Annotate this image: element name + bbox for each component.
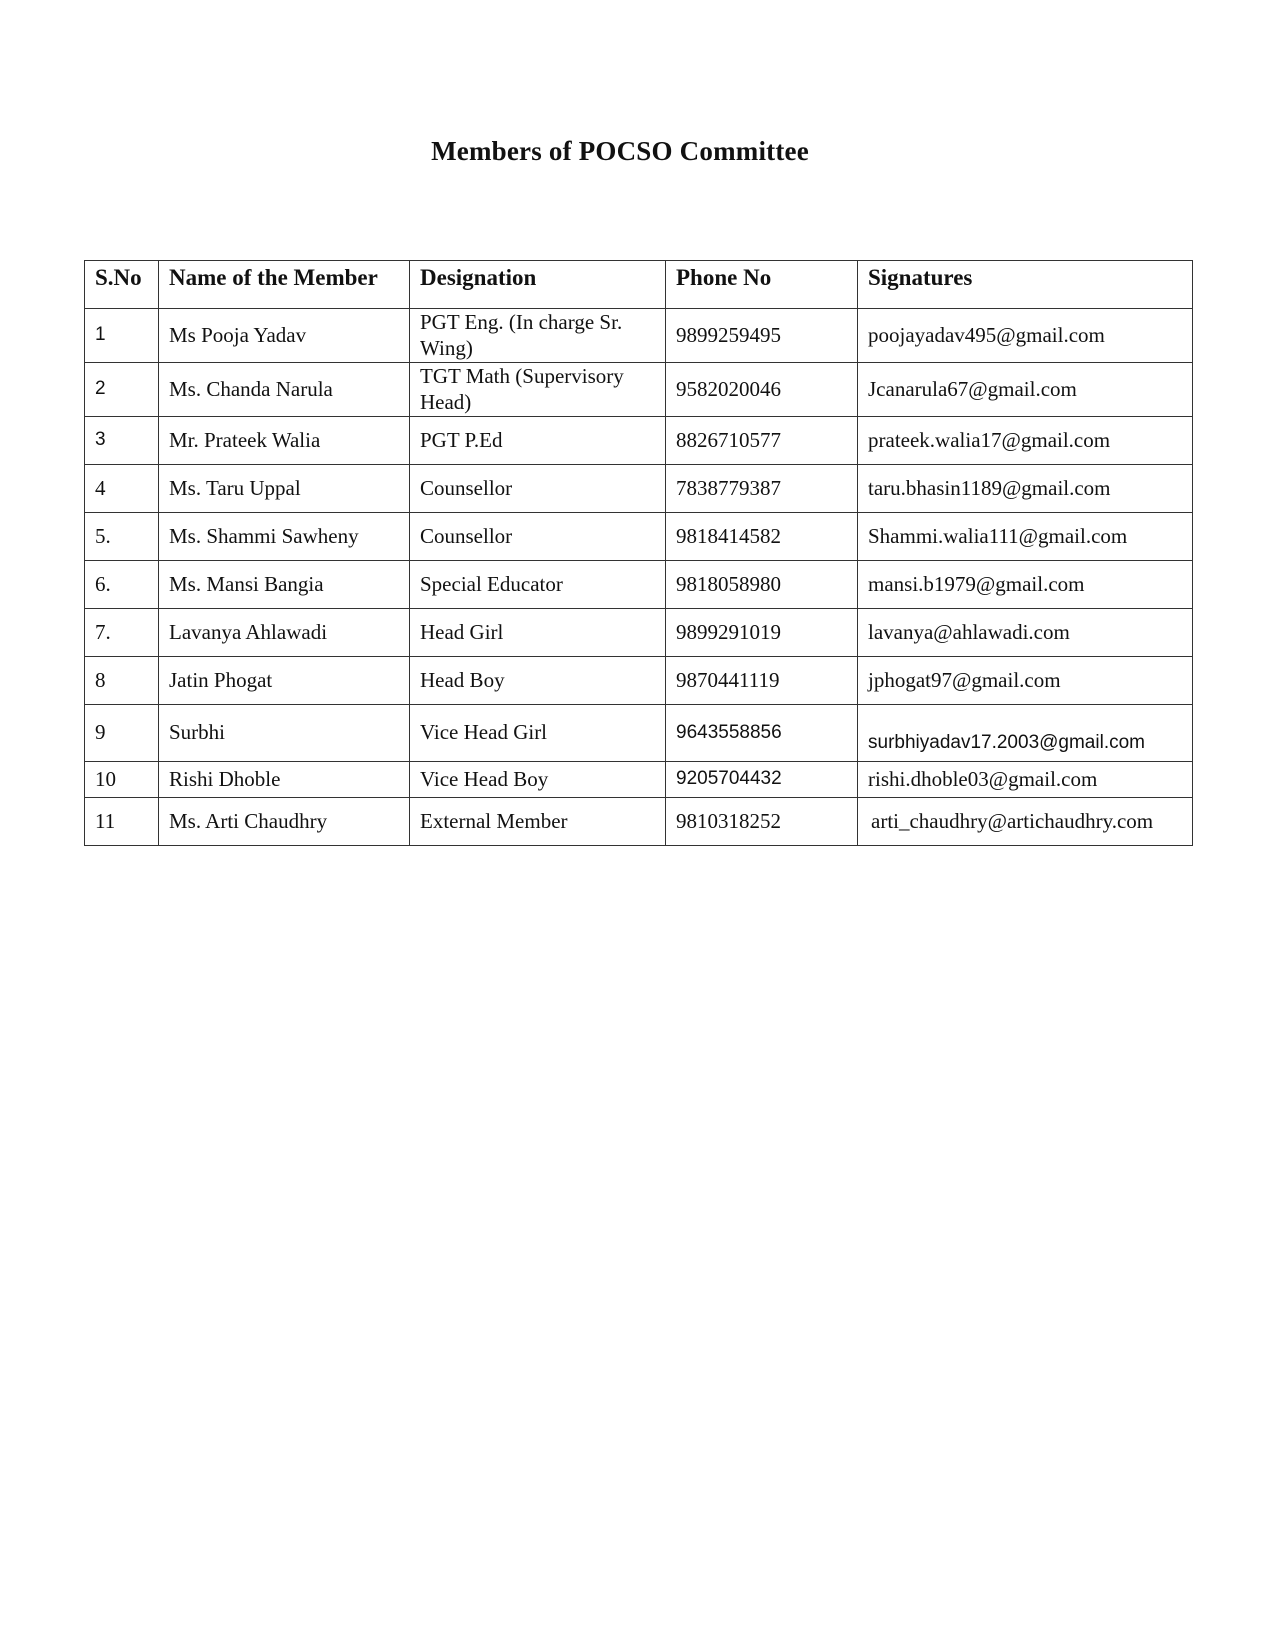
cell-signature: jphogat97@gmail.com [858,657,1193,705]
cell-sno: 4 [85,465,159,513]
cell-name: Jatin Phogat [159,657,410,705]
cell-signature: Shammi.walia111@gmail.com [858,513,1193,561]
cell-signature: surbhiyadav17.2003@gmail.com [858,705,1193,762]
cell-signature: poojayadav495@gmail.com [858,309,1193,363]
table-row [85,465,1193,513]
table-header-row [85,261,1193,309]
cell-name: Ms. Shammi Sawheny [159,513,410,561]
table-row [85,609,1193,657]
cell-name: Ms. Taru Uppal [159,465,410,513]
table-row [85,309,1193,363]
cell-phone: 9818058980 [666,561,858,609]
cell-phone: 9899291019 [666,609,858,657]
cell-phone: 7838779387 [666,465,858,513]
cell-designation: TGT Math (Supervisory Head) [410,363,666,417]
cell-designation: PGT P.Ed [410,417,666,465]
cell-sno: 2 [85,363,159,417]
page-title: Members of POCSO Committee [431,136,809,166]
cell-signature: Jcanarula67@gmail.com [858,363,1193,417]
cell-name: Rishi Dhoble [159,762,410,798]
header-name: Name of the Member [159,261,410,309]
cell-designation: Counsellor [410,465,666,513]
cell-sno: 6. [85,561,159,609]
cell-sno: 7. [85,609,159,657]
header-phone: Phone No [666,261,858,309]
cell-signature: mansi.b1979@gmail.com [858,561,1193,609]
members-table [84,260,1193,846]
cell-name: Ms. Mansi Bangia [159,561,410,609]
table-row [85,561,1193,609]
cell-signature: taru.bhasin1189@gmail.com [858,465,1193,513]
header-sno: S.No [85,261,159,309]
cell-designation: Head Boy [410,657,666,705]
cell-sno: 3 [85,417,159,465]
cell-name: Lavanya Ahlawadi [159,609,410,657]
cell-signature: lavanya@ahlawadi.com [858,609,1193,657]
cell-phone: 9205704432 [666,762,858,798]
cell-sno: 11 [85,798,159,846]
cell-designation: Head Girl [410,609,666,657]
cell-sno: 5. [85,513,159,561]
table-row [85,705,1193,762]
cell-name: Ms. Chanda Narula [159,363,410,417]
table-row [85,762,1193,798]
cell-sno: 10 [85,762,159,798]
cell-designation: Vice Head Girl [410,705,666,762]
cell-phone: 9810318252 [666,798,858,846]
cell-phone: 8826710577 [666,417,858,465]
cell-name: Mr. Prateek Walia [159,417,410,465]
cell-signature: prateek.walia17@gmail.com [858,417,1193,465]
cell-phone: 9582020046 [666,363,858,417]
cell-signature: arti_chaudhry@artichaudhry.com [858,798,1193,846]
table-row [85,513,1193,561]
cell-phone: 9899259495 [666,309,858,363]
table-row [85,417,1193,465]
cell-sno: 9 [85,705,159,762]
cell-designation: External Member [410,798,666,846]
cell-designation: Vice Head Boy [410,762,666,798]
table-row [85,798,1193,846]
cell-sno: 1 [85,309,159,363]
header-designation: Designation [410,261,666,309]
cell-signature: rishi.dhoble03@gmail.com [858,762,1193,798]
cell-sno: 8 [85,657,159,705]
header-signatures: Signatures [858,261,1193,309]
cell-designation: Special Educator [410,561,666,609]
cell-phone: 9643558856 [666,705,858,762]
cell-name: Ms. Arti Chaudhry [159,798,410,846]
cell-name: Ms Pooja Yadav [159,309,410,363]
table-row [85,657,1193,705]
cell-phone: 9818414582 [666,513,858,561]
cell-designation: Counsellor [410,513,666,561]
table-row [85,363,1193,417]
cell-name: Surbhi [159,705,410,762]
cell-designation: PGT Eng. (In charge Sr. Wing) [410,309,666,363]
cell-phone: 9870441119 [666,657,858,705]
